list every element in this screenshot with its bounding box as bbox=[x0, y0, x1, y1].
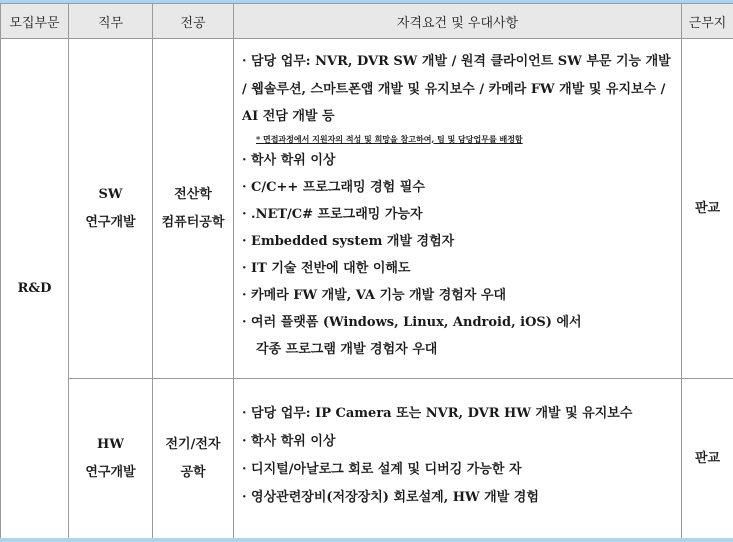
hw-requirement-1: · 담당 업무: IP Camera 또는 NVR, DVR HW 개발 및 유지보수 bbox=[242, 406, 633, 421]
job-sw-line2: 연구개발 bbox=[85, 214, 136, 230]
header-job: 직무 bbox=[69, 4, 153, 39]
header-location: 근무지 bbox=[682, 4, 733, 39]
table-row-hw bbox=[1, 379, 733, 539]
hw-requirement-2: · 학사 학위 이상 bbox=[242, 434, 336, 449]
job-cell-hw bbox=[69, 379, 153, 539]
sw-requirement-1: · 학사 학위 이상 bbox=[242, 152, 336, 168]
division-cell bbox=[1, 39, 69, 539]
location-sw: 판교 bbox=[694, 200, 721, 216]
location-cell-hw bbox=[682, 379, 733, 539]
major-hw-line1: 전기/전자 bbox=[165, 436, 221, 452]
job-posting-table bbox=[0, 3, 733, 539]
sw-requirement-7-continued: 각종 프로그램 개발 경험자 우대 bbox=[256, 341, 438, 357]
sw-requirement-2: · C/C++ 프로그래밍 경험 필수 bbox=[242, 179, 425, 195]
major-sw-line2: 컴퓨터공학 bbox=[161, 214, 225, 230]
location-cell-sw bbox=[682, 39, 733, 379]
sw-requirement-3: · .NET/C# 프로그래밍 가능자 bbox=[242, 206, 423, 222]
hw-requirement-4: · 영상관련장비(저장장치) 회로설계, HW 개발 경험 bbox=[242, 490, 539, 505]
major-hw-line2: 공학 bbox=[180, 464, 206, 480]
requirements-cell-sw bbox=[234, 39, 682, 379]
sw-assignment-note: * 면접과정에서 지원자의 적성 및 희망을 참고하여, 팀 및 담당업무를 배정함 bbox=[256, 133, 523, 144]
table-row-sw bbox=[1, 39, 733, 379]
header-requirements: 자격요건 및 우대사항 bbox=[234, 4, 682, 39]
sw-requirement-7: · 여러 플랫폼 (Windows, Linux, Android, iOS) 에서 bbox=[242, 314, 582, 330]
header-row bbox=[1, 4, 733, 39]
sw-requirement-4: · Embedded system 개발 경험자 bbox=[242, 233, 455, 249]
job-cell-sw bbox=[69, 39, 153, 379]
sw-requirement-5: · IT 기술 전반에 대한 이해도 bbox=[242, 260, 411, 276]
sw-requirement-6: · 카메라 FW 개발, VA 기능 개발 경험자 우대 bbox=[242, 287, 507, 303]
bottom-accent-bar bbox=[0, 538, 733, 542]
division-label: R&D bbox=[17, 280, 52, 296]
requirements-cell-hw bbox=[234, 379, 682, 539]
job-hw-line1: HW bbox=[97, 436, 124, 452]
job-sw-line1: SW bbox=[98, 186, 123, 202]
location-hw: 판교 bbox=[694, 450, 721, 466]
major-cell-sw bbox=[153, 39, 234, 379]
major-cell-hw bbox=[153, 379, 234, 539]
header-division: 모집부문 bbox=[1, 4, 69, 39]
sw-duty-text: · 담당 업무: NVR, DVR SW 개발 / 원격 클라이언트 SW 부문 기능 개발 / 웹솔루션, 스마트폰앱 개발 및 유지보수 / 카메라 FW 개발 및 유지보수 / AI 전담 개발 등 bbox=[242, 54, 671, 124]
job-hw-line2: 연구개발 bbox=[85, 464, 136, 480]
major-sw-line1: 전산학 bbox=[174, 186, 212, 202]
header-major: 전공 bbox=[153, 4, 234, 39]
hw-requirement-3: · 디지털/아날로그 회로 설계 및 디버깅 가능한 자 bbox=[242, 462, 522, 477]
